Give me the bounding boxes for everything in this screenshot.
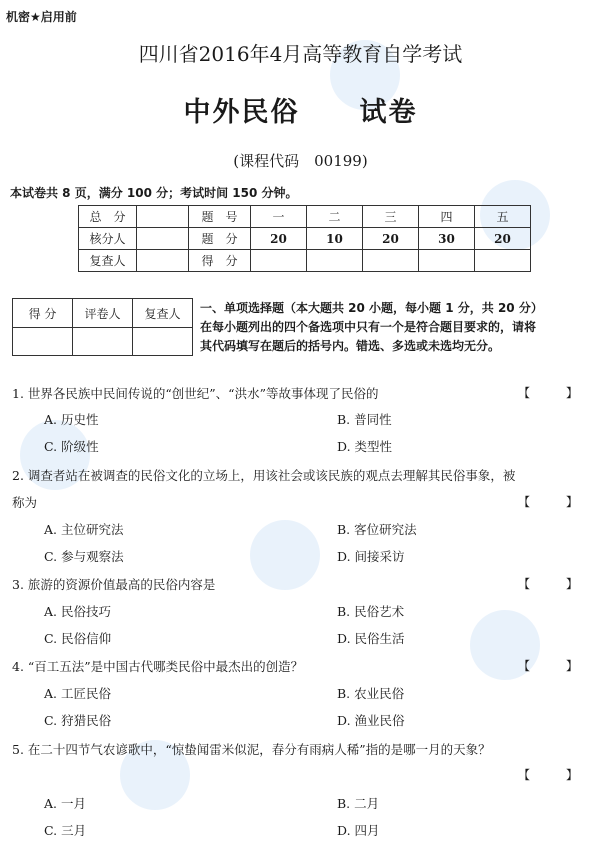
score-cell[interactable] [251,250,307,272]
score-cell[interactable] [137,228,189,250]
question-2-text: 2. 调查者站在被调查的民俗文化的立场上，用该社会或该民族的观点去理解其民俗事象，被 [12,468,516,483]
option-d: D. 类型性 [337,439,393,454]
answer-bracket[interactable]: 【 】 [518,768,579,782]
grader-cell[interactable] [133,328,193,356]
section-instructions [200,299,543,356]
score-cell: 三 [363,206,419,228]
answer-bracket[interactable]: 【 】 [518,659,579,673]
secret-label: 机密★启用前 [6,10,77,24]
subject-name: 中外民俗 [183,97,300,128]
score-cell: 二 [307,206,363,228]
option-b: B. 普同性 [337,412,392,427]
option-d: D. 四月 [337,823,380,838]
paper-title [0,90,601,129]
section-instruction-line: 在每小题列出的四个备选项中只有一个是符合题目要求的，请将 [200,320,537,334]
score-cell[interactable] [137,250,189,272]
grader-cell[interactable] [13,328,73,356]
option-b: B. 农业民俗 [337,686,405,701]
question-4-text: 4. “百工五法”是中国古代哪类民俗中最杰出的创造？ [12,659,304,674]
score-cell: 复查人 [79,250,137,272]
grader-header: 评卷人 [73,299,133,328]
score-cell: 题 分 [189,228,251,250]
option-d: D. 间接采访 [337,549,405,564]
option-b: B. 二月 [337,796,380,811]
section-instruction-line: 其代码填写在题后的括号内。错选、多选或未选均无分。 [200,339,501,353]
question-3-text: 3. 旅游的资源价值最高的民俗内容是 [12,577,216,592]
score-cell: 四 [419,206,475,228]
score-cell: 总 分 [79,206,137,228]
option-d: D. 渔业民俗 [337,713,405,728]
score-cell: 20 [475,228,531,250]
score-cell[interactable] [363,250,419,272]
option-a: A. 主位研究法 [44,522,124,537]
score-cell: 题 号 [189,206,251,228]
score-row-number [79,206,531,228]
score-cell: 20 [251,228,307,250]
answer-bracket[interactable]: 【 】 [518,577,579,591]
option-c: C. 狩猎民俗 [44,713,112,728]
score-cell: 一 [251,206,307,228]
option-a: A. 一月 [44,796,86,811]
question-1-text: 1. 世界各民族中民间传说的“创世纪”、“洪水”等故事体现了民俗的 [12,386,379,401]
score-cell: 得 分 [189,250,251,272]
grader-cell[interactable] [73,328,133,356]
grader-table [12,298,193,356]
score-table [78,205,531,272]
score-cell[interactable] [137,206,189,228]
question-5-text: 5. 在二十四节气农谚歌中，“惊蛰闻雷米似泥，春分有雨病人稀”指的是哪一月的天象？ [12,742,491,757]
exam-title: 四川省2016年4月高等教育自学考试 [138,42,463,66]
answer-bracket[interactable]: 【 】 [518,495,579,509]
option-c: C. 三月 [44,823,87,838]
option-c: C. 民俗信仰 [44,631,112,646]
option-a: A. 民俗技巧 [44,604,111,619]
option-d: D. 民俗生活 [337,631,405,646]
score-cell: 20 [363,228,419,250]
option-b: B. 客位研究法 [337,522,417,537]
score-cell: 核分人 [79,228,137,250]
section-heading: 一、单项选择题（本大题共 20 小题，每小题 1 分，共 20 分） [200,301,543,315]
score-row-scored [79,250,531,272]
option-a: A. 工匠民俗 [44,686,111,701]
grader-header: 复查人 [133,299,193,328]
score-cell[interactable] [475,250,531,272]
option-a: A. 历史性 [44,412,99,427]
paper-label: 试卷 [359,97,418,128]
option-b: B. 民俗艺术 [337,604,405,619]
grader-header: 得 分 [13,299,73,328]
watermark-logo [250,520,320,590]
score-cell: 30 [419,228,475,250]
question-2-text-cont: 称为 [12,495,38,510]
course-code: (课程代码 00199) [233,152,368,170]
score-cell: 10 [307,228,363,250]
score-cell: 五 [475,206,531,228]
exam-info: 本试卷共 8 页，满分 100 分；考试时间 150 分钟。 [10,186,298,200]
option-c: C. 参与观察法 [44,549,124,564]
answer-bracket[interactable]: 【 】 [518,386,579,400]
option-c: C. 阶级性 [44,439,99,454]
score-row-points [79,228,531,250]
score-cell[interactable] [419,250,475,272]
score-cell[interactable] [307,250,363,272]
